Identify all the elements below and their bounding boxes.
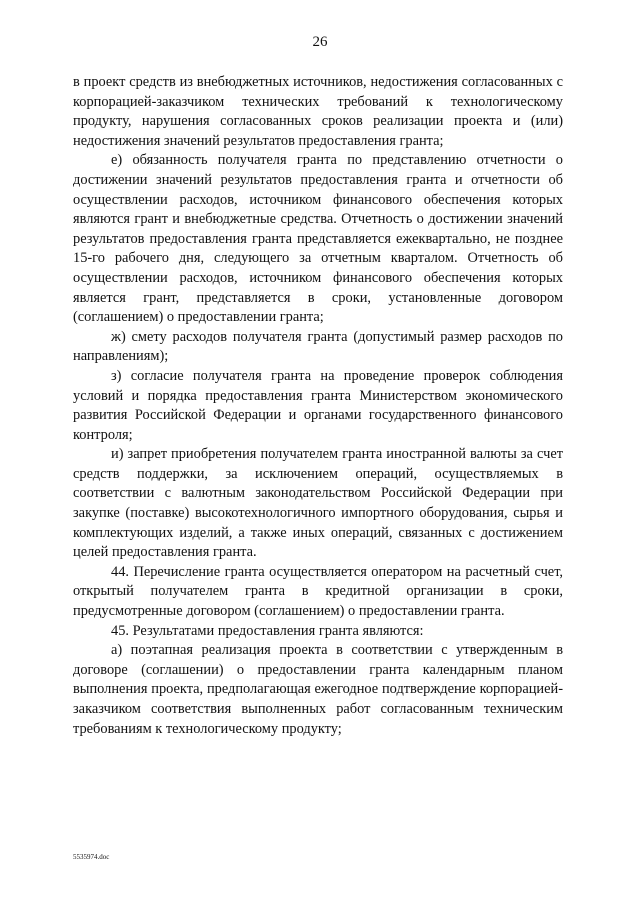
paragraph-continuation: в проект средств из внебюджетных источников, недостижения согласованных с корпорацией-заказчиком технических требований к технологическому продукту, нарушения согласованных сроков реализации проекта и (или) недостижения значений результатов предоставления гранта; bbox=[73, 74, 563, 149]
page-number: 26 bbox=[312, 34, 328, 50]
document-body bbox=[73, 73, 563, 739]
document-code: 5535974.doc bbox=[73, 853, 110, 861]
paragraph-item-a: а) поэтапная реализация проекта в соответствии с утвержденным в договоре (соглашении) о предоставлении гранта календарным планом выполнения проекта, предполагающая ежегодное подтверждение корпорацией-заказчиком соответствия выполненных работ согласованным техническим требованиям к технологическому продукту; bbox=[73, 642, 563, 737]
paragraph-44: 44. Перечисление гранта осуществляется оператором на расчетный счет, открытый получателем гранта в кредитной организации в сроки, предусмотренные договором (соглашением) о предоставлении гранта. bbox=[73, 563, 563, 620]
paragraph-item-zh: ж) смету расходов получателя гранта (допустимый размер расходов по направлениям); bbox=[73, 328, 563, 365]
paragraph-item-z: з) согласие получателя гранта на проведение проверок соблюдения условий и порядка предоставления гранта Министерством экономического развития Российской Федерации и органами государственного финансового контроля; bbox=[73, 367, 563, 443]
paragraph-item-i: и) запрет приобретения получателем гранта иностранной валюты за счет средств поддержки, за исключением операций, осуществляемых в соответствии с валютным законодательством Российской Федерации при закупке (поставке) высокотехнологичного импортного оборудования, сырья и комплектующих изделий, а также иных операций, связанных с достижением целей предоставления гранта. bbox=[73, 446, 563, 561]
paragraph-item-e: е) обязанность получателя гранта по представлению отчетности о достижении значений результатов предоставления гранта и отчетности об осуществлении расходов, источником финансового обеспечения которых являются грант и внебюджетные средства. Отчетность о достижении значений результатов предоставления гранта представляется ежеквартально, не позднее 15-го рабочего дня, следующего за отчетным кварталом. Отчетность об осуществлении расходов, источником финансового обеспечения которых является грант, представляется в сроки, установленные договором (соглашением) о предоставлении гранта; bbox=[73, 152, 563, 326]
paragraph-45: 45. Результатами предоставления гранта являются: bbox=[111, 622, 424, 639]
